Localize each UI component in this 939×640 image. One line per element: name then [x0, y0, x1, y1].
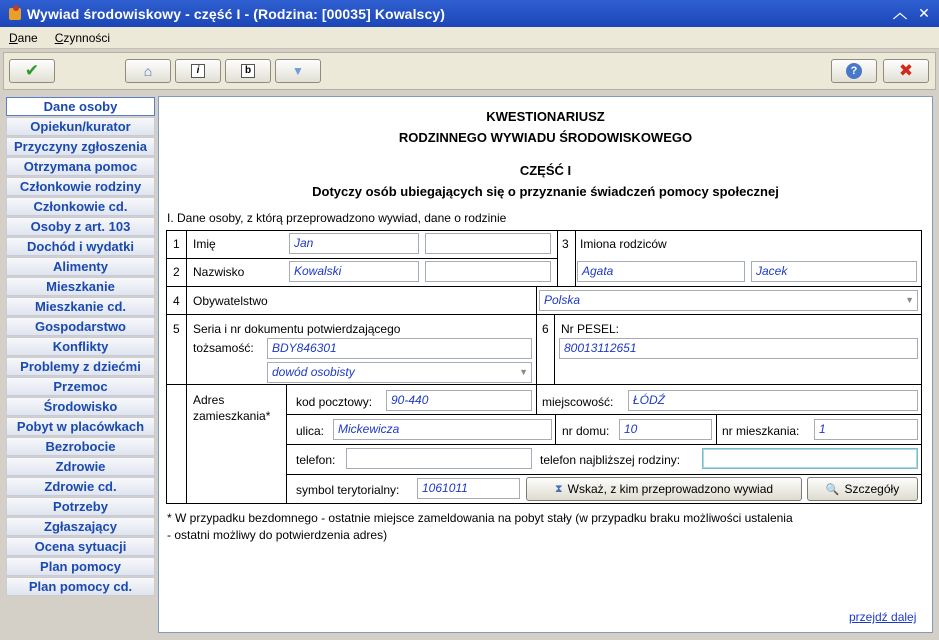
- app-icon: [9, 8, 21, 20]
- addr-row-div-1: [286, 414, 922, 415]
- addr-row-div-2: [286, 444, 922, 445]
- postal-label: kod pocztowy:: [296, 395, 373, 409]
- row2-num: 2: [173, 265, 180, 279]
- city-input[interactable]: ŁÓDŹ: [628, 390, 918, 411]
- nav-item-15[interactable]: Przemoc: [6, 377, 155, 396]
- nav-item-5[interactable]: Członkowie rodziny: [6, 177, 155, 196]
- first-name-label: Imię: [193, 237, 216, 251]
- close-icon[interactable]: ✕: [918, 5, 930, 21]
- postal-input[interactable]: 90-440: [386, 390, 532, 411]
- nav-item-4[interactable]: Otrzymana pomoc: [6, 157, 155, 176]
- divider-4: [166, 286, 922, 287]
- citizenship-select[interactable]: [539, 290, 918, 311]
- show-interviewee-button[interactable]: [526, 477, 802, 501]
- menu-dane-rest: ane: [17, 30, 38, 45]
- help-button[interactable]: [831, 59, 877, 83]
- nav-item-22[interactable]: Zgłaszający: [6, 517, 155, 536]
- document-type-value: dowód osobisty: [272, 365, 355, 379]
- addr-v-1: [536, 384, 537, 414]
- row4-num: 4: [173, 294, 180, 308]
- help-icon: ?: [846, 63, 862, 79]
- row1-num: 1: [173, 237, 180, 251]
- cancel-x-icon: ✖: [898, 61, 914, 80]
- info-icon: i: [191, 64, 205, 78]
- next-link[interactable]: przejdź dalej: [849, 610, 917, 624]
- home-icon: ⌂: [143, 63, 153, 79]
- last-name-input[interactable]: Kowalski: [289, 261, 419, 282]
- window-title: Wywiad środowiskowy - część I - (Rodzina: [00035] Kowalscy): [27, 5, 445, 22]
- mother-name-input[interactable]: Agata: [577, 261, 745, 282]
- addr-v-3: [716, 414, 717, 444]
- section-label: I. Dane osoby, z którą przeprowadzono wywiad, dane o rodzinie: [167, 211, 507, 225]
- document-label-2: tożsamość:: [193, 341, 254, 355]
- menu-czynnosci-hotkey: C: [54, 30, 64, 45]
- nav-item-23[interactable]: Ocena sytuacji: [6, 537, 155, 556]
- menu-dane-hotkey: D: [9, 30, 18, 45]
- street-input[interactable]: Mickewicza: [333, 419, 552, 440]
- num-col-addr: [166, 384, 187, 504]
- title-bar: [0, 0, 939, 27]
- down-button[interactable]: [275, 59, 321, 83]
- teryt-label: symbol terytorialny:: [296, 483, 400, 497]
- homeless-note-2: - ostatni możliwy do potwierdzenia adres): [167, 528, 388, 542]
- nav-item-19[interactable]: Zdrowie: [6, 457, 155, 476]
- hourglass-icon: ⧗: [554, 482, 563, 495]
- citizenship-label: Obywatelstwo: [193, 294, 268, 308]
- nav-item-8[interactable]: Dochód i wydatki: [6, 237, 155, 256]
- phone-label: telefon:: [296, 453, 336, 467]
- nav-item-14[interactable]: Problemy z dziećmi: [6, 357, 155, 376]
- form-panel: [158, 96, 933, 633]
- addr-v-2: [555, 414, 556, 444]
- first-name-input[interactable]: Jan: [289, 233, 419, 254]
- chevron-down-icon: ▼: [519, 367, 528, 377]
- flat-input[interactable]: 1: [814, 419, 918, 440]
- form-subtitle: Dotyczy osób ubiegających się o przyznanie świadczeń pomocy społecznej: [312, 184, 779, 199]
- row5-num: 5: [173, 322, 180, 336]
- last-name-2-input[interactable]: [425, 261, 551, 282]
- pesel-input[interactable]: 80013112651: [559, 338, 918, 359]
- flat-label: nr mieszkania:: [722, 424, 800, 438]
- phone-input[interactable]: [346, 448, 532, 469]
- last-name-label: Nazwisko: [193, 265, 245, 279]
- menu-czynnosci[interactable]: [46, 31, 118, 45]
- divider-12: [166, 258, 558, 259]
- document-type-select[interactable]: [267, 362, 532, 383]
- nav-item-16[interactable]: Środowisko: [6, 397, 155, 416]
- pesel-label: Nr PESEL:: [561, 322, 620, 336]
- nav-item-9[interactable]: Alimenty: [6, 257, 155, 276]
- form-heading-2: RODZINNEGO WYWIADU ŚRODOWISKOWEGO: [398, 130, 693, 145]
- info-button[interactable]: [175, 59, 221, 83]
- homeless-note-1: * W przypadku bezdomnego - ostatnie miejsce zameldowania na pobyt stały (w przypadku braku możliwości ustalenia: [167, 511, 793, 525]
- menu-bar: [0, 27, 939, 49]
- confirm-button[interactable]: [9, 59, 55, 83]
- show-interviewee-label: Wskaż, z kim przeprowadzono wywiad: [567, 482, 774, 496]
- nav-item-12[interactable]: Gospodarstwo: [6, 317, 155, 336]
- nav-item-24[interactable]: Plan pomocy: [6, 557, 155, 576]
- divider-4v: [536, 286, 537, 315]
- nav-item-2[interactable]: Opiekun/kurator: [6, 117, 155, 136]
- menu-czynnosci-rest: zynności: [63, 30, 111, 45]
- nav-item-1[interactable]: Dane osoby: [6, 97, 155, 116]
- document-number-input[interactable]: BDY846301: [267, 338, 532, 359]
- details-label: Szczegóły: [844, 482, 900, 496]
- address-label-1: Adres: [193, 393, 225, 407]
- second-name-input[interactable]: [425, 233, 551, 254]
- home-button[interactable]: [125, 59, 171, 83]
- form-heading-1: KWESTIONARIUSZ: [486, 109, 605, 124]
- teryt-input[interactable]: 1061011: [417, 478, 520, 499]
- form-part: CZĘŚĆ I: [519, 163, 572, 178]
- family-phone-label: telefon najbliższej rodziny:: [540, 453, 681, 467]
- nav-item-6[interactable]: Członkowie cd.: [6, 197, 155, 216]
- family-phone-input[interactable]: [702, 448, 918, 469]
- collapse-icon[interactable]: ︿: [893, 5, 907, 21]
- nav-item-7[interactable]: Osoby z art. 103: [6, 217, 155, 236]
- house-label: nr domu:: [562, 424, 610, 438]
- nav-item-20[interactable]: Zdrowie cd.: [6, 477, 155, 496]
- magnifier-icon: 🔍: [825, 483, 840, 496]
- nav-item-21[interactable]: Potrzeby: [6, 497, 155, 516]
- citizenship-value: Polska: [544, 293, 581, 307]
- nav-item-25[interactable]: Plan pomocy cd.: [6, 577, 155, 596]
- document-label-1: Seria i nr dokumentu potwierdzającego: [193, 322, 401, 336]
- divider-addr: [166, 384, 922, 385]
- toolbar: [3, 52, 936, 90]
- city-label: miejscowość:: [542, 395, 614, 409]
- down-triangle-icon: ▼: [292, 64, 304, 78]
- b-button[interactable]: [225, 59, 271, 83]
- parents-label: Imiona rodziców: [580, 237, 667, 251]
- addr-row-div-3: [286, 474, 922, 475]
- row3-num: 3: [562, 237, 569, 251]
- nav-item-18[interactable]: Bezrobocie: [6, 437, 155, 456]
- nav-item-3[interactable]: Przyczyny zgłoszenia: [6, 137, 155, 156]
- father-name-input[interactable]: Jacek: [751, 261, 917, 282]
- nav-item-17[interactable]: Pobyt w placówkach: [6, 417, 155, 436]
- address-label-2: zamieszkania*: [193, 409, 271, 423]
- house-input[interactable]: 10: [619, 419, 712, 440]
- nav-item-11[interactable]: Mieszkanie cd.: [6, 297, 155, 316]
- nav-item-10[interactable]: Mieszkanie: [6, 277, 155, 296]
- section-nav: [6, 97, 155, 597]
- nav-item-13[interactable]: Konflikty: [6, 337, 155, 356]
- chevron-down-icon: ▼: [905, 295, 914, 305]
- row6-num: 6: [542, 322, 549, 336]
- details-button[interactable]: [807, 477, 918, 501]
- check-icon: ✔: [24, 61, 40, 80]
- cancel-button[interactable]: [883, 59, 929, 83]
- street-label: ulica:: [296, 424, 325, 438]
- b-icon: b: [241, 64, 255, 78]
- menu-dane[interactable]: [0, 31, 46, 45]
